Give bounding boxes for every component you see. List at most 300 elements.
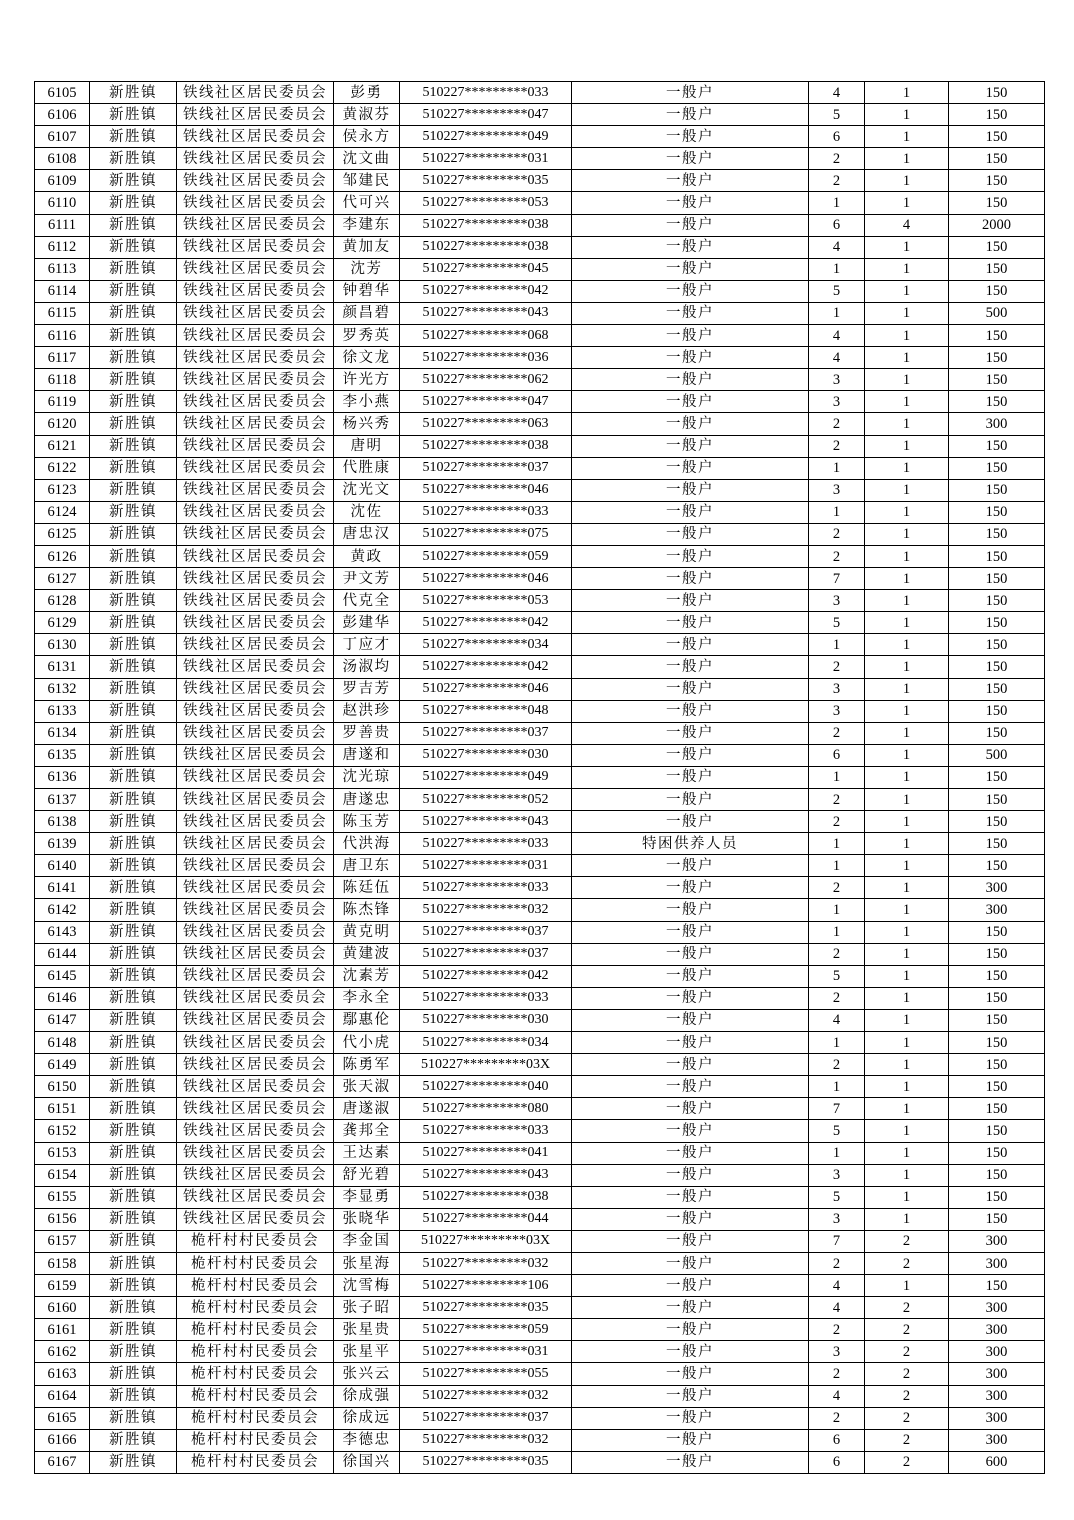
table-row xyxy=(35,678,1045,700)
town-cell: 新胜镇 xyxy=(90,943,177,965)
name-cell: 罗吉芳 xyxy=(334,678,400,700)
household-size-cell: 1 xyxy=(809,1076,865,1098)
table-row xyxy=(35,634,1045,656)
amount-cell: 150 xyxy=(949,82,1045,104)
table-row xyxy=(35,501,1045,523)
table-row xyxy=(35,1429,1045,1451)
committee-cell: 铁线社区居民委员会 xyxy=(177,766,334,788)
id-number-cell: 510227*********047 xyxy=(400,391,572,413)
amount-cell: 150 xyxy=(949,987,1045,1009)
household-size-cell: 4 xyxy=(809,1385,865,1407)
amount-cell: 150 xyxy=(949,634,1045,656)
amount-cell: 150 xyxy=(949,457,1045,479)
row-number-cell: 6154 xyxy=(35,1164,90,1186)
amount-cell: 2000 xyxy=(949,214,1045,236)
household-size-cell: 2 xyxy=(809,811,865,833)
row-number-cell: 6130 xyxy=(35,634,90,656)
amount-cell: 150 xyxy=(949,1076,1045,1098)
amount-cell: 150 xyxy=(949,855,1045,877)
row-number-cell: 6138 xyxy=(35,811,90,833)
amount-cell: 300 xyxy=(949,1297,1045,1319)
household-size-cell: 5 xyxy=(809,1186,865,1208)
town-cell: 新胜镇 xyxy=(90,744,177,766)
name-cell: 陈杰锋 xyxy=(334,899,400,921)
row-number-cell: 6119 xyxy=(35,391,90,413)
household-type-cell: 一般户 xyxy=(572,236,809,258)
amount-cell: 150 xyxy=(949,811,1045,833)
household-type-cell: 一般户 xyxy=(572,899,809,921)
committee-cell: 铁线社区居民委员会 xyxy=(177,877,334,899)
committee-cell: 铁线社区居民委员会 xyxy=(177,612,334,634)
town-cell: 新胜镇 xyxy=(90,1319,177,1341)
table-row xyxy=(35,192,1045,214)
name-cell: 汤淑均 xyxy=(334,656,400,678)
amount-cell: 150 xyxy=(949,965,1045,987)
household-type-cell: 一般户 xyxy=(572,1252,809,1274)
amount-cell: 300 xyxy=(949,1230,1045,1252)
quantity-cell: 1 xyxy=(865,501,949,523)
household-size-cell: 6 xyxy=(809,744,865,766)
household-size-cell: 7 xyxy=(809,568,865,590)
id-number-cell: 510227*********047 xyxy=(400,104,572,126)
row-number-cell: 6121 xyxy=(35,435,90,457)
committee-cell: 铁线社区居民委员会 xyxy=(177,1009,334,1031)
table-row xyxy=(35,170,1045,192)
amount-cell: 150 xyxy=(949,170,1045,192)
household-type-cell: 一般户 xyxy=(572,280,809,302)
table-row xyxy=(35,347,1045,369)
quantity-cell: 2 xyxy=(865,1451,949,1473)
quantity-cell: 1 xyxy=(865,612,949,634)
town-cell: 新胜镇 xyxy=(90,82,177,104)
table-row xyxy=(35,1164,1045,1186)
row-number-cell: 6111 xyxy=(35,214,90,236)
id-number-cell: 510227*********038 xyxy=(400,435,572,457)
household-size-cell: 2 xyxy=(809,435,865,457)
name-cell: 代克全 xyxy=(334,590,400,612)
amount-cell: 500 xyxy=(949,302,1045,324)
row-number-cell: 6122 xyxy=(35,457,90,479)
row-number-cell: 6157 xyxy=(35,1230,90,1252)
amount-cell: 150 xyxy=(949,148,1045,170)
household-type-cell: 一般户 xyxy=(572,612,809,634)
quantity-cell: 2 xyxy=(865,1429,949,1451)
town-cell: 新胜镇 xyxy=(90,435,177,457)
amount-cell: 150 xyxy=(949,656,1045,678)
row-number-cell: 6140 xyxy=(35,855,90,877)
quantity-cell: 1 xyxy=(865,700,949,722)
name-cell: 徐国兴 xyxy=(334,1451,400,1473)
town-cell: 新胜镇 xyxy=(90,236,177,258)
town-cell: 新胜镇 xyxy=(90,700,177,722)
committee-cell: 铁线社区居民委员会 xyxy=(177,1054,334,1076)
household-type-cell: 一般户 xyxy=(572,369,809,391)
household-size-cell: 2 xyxy=(809,545,865,567)
town-cell: 新胜镇 xyxy=(90,568,177,590)
id-number-cell: 510227*********032 xyxy=(400,1429,572,1451)
committee-cell: 铁线社区居民委员会 xyxy=(177,744,334,766)
name-cell: 鄢惠伦 xyxy=(334,1009,400,1031)
household-size-cell: 3 xyxy=(809,369,865,391)
household-size-cell: 2 xyxy=(809,877,865,899)
table-row xyxy=(35,126,1045,148)
table-row xyxy=(35,82,1045,104)
committee-cell: 铁线社区居民委员会 xyxy=(177,501,334,523)
quantity-cell: 1 xyxy=(865,82,949,104)
household-size-cell: 1 xyxy=(809,1142,865,1164)
id-number-cell: 510227*********033 xyxy=(400,82,572,104)
committee-cell: 铁线社区居民委员会 xyxy=(177,833,334,855)
town-cell: 新胜镇 xyxy=(90,391,177,413)
table-row xyxy=(35,1076,1045,1098)
committee-cell: 铁线社区居民委员会 xyxy=(177,1186,334,1208)
committee-cell: 铁线社区居民委员会 xyxy=(177,104,334,126)
household-type-cell: 特困供养人员 xyxy=(572,833,809,855)
amount-cell: 150 xyxy=(949,258,1045,280)
town-cell: 新胜镇 xyxy=(90,1341,177,1363)
name-cell: 彭勇 xyxy=(334,82,400,104)
table-row xyxy=(35,987,1045,1009)
town-cell: 新胜镇 xyxy=(90,1009,177,1031)
name-cell: 徐成远 xyxy=(334,1407,400,1429)
row-number-cell: 6108 xyxy=(35,148,90,170)
household-type-cell: 一般户 xyxy=(572,987,809,1009)
quantity-cell: 2 xyxy=(865,1319,949,1341)
name-cell: 沈雪梅 xyxy=(334,1275,400,1297)
household-type-cell: 一般户 xyxy=(572,811,809,833)
committee-cell: 铁线社区居民委员会 xyxy=(177,590,334,612)
name-cell: 李永全 xyxy=(334,987,400,1009)
town-cell: 新胜镇 xyxy=(90,1098,177,1120)
id-number-cell: 510227*********03X xyxy=(400,1054,572,1076)
amount-cell: 300 xyxy=(949,1385,1045,1407)
household-type-cell: 一般户 xyxy=(572,435,809,457)
committee-cell: 铁线社区居民委员会 xyxy=(177,258,334,280)
amount-cell: 150 xyxy=(949,700,1045,722)
household-type-cell: 一般户 xyxy=(572,1319,809,1341)
name-cell: 舒光碧 xyxy=(334,1164,400,1186)
household-size-cell: 1 xyxy=(809,766,865,788)
household-type-cell: 一般户 xyxy=(572,1032,809,1054)
table-row xyxy=(35,280,1045,302)
row-number-cell: 6146 xyxy=(35,987,90,1009)
household-type-cell: 一般户 xyxy=(572,634,809,656)
name-cell: 沈文曲 xyxy=(334,148,400,170)
committee-cell: 铁线社区居民委员会 xyxy=(177,987,334,1009)
town-cell: 新胜镇 xyxy=(90,523,177,545)
table-row xyxy=(35,1407,1045,1429)
id-number-cell: 510227*********037 xyxy=(400,943,572,965)
row-number-cell: 6144 xyxy=(35,943,90,965)
household-type-cell: 一般户 xyxy=(572,877,809,899)
quantity-cell: 1 xyxy=(865,148,949,170)
amount-cell: 150 xyxy=(949,766,1045,788)
town-cell: 新胜镇 xyxy=(90,766,177,788)
quantity-cell: 1 xyxy=(865,1098,949,1120)
household-size-cell: 4 xyxy=(809,347,865,369)
household-type-cell: 一般户 xyxy=(572,391,809,413)
household-size-cell: 4 xyxy=(809,236,865,258)
id-number-cell: 510227*********059 xyxy=(400,545,572,567)
row-number-cell: 6124 xyxy=(35,501,90,523)
name-cell: 彭建华 xyxy=(334,612,400,634)
amount-cell: 150 xyxy=(949,479,1045,501)
row-number-cell: 6127 xyxy=(35,568,90,590)
row-number-cell: 6141 xyxy=(35,877,90,899)
town-cell: 新胜镇 xyxy=(90,325,177,347)
household-size-cell: 4 xyxy=(809,325,865,347)
id-number-cell: 510227*********052 xyxy=(400,789,572,811)
row-number-cell: 6110 xyxy=(35,192,90,214)
town-cell: 新胜镇 xyxy=(90,1407,177,1429)
row-number-cell: 6133 xyxy=(35,700,90,722)
household-size-cell: 5 xyxy=(809,104,865,126)
id-number-cell: 510227*********046 xyxy=(400,479,572,501)
table-row xyxy=(35,656,1045,678)
quantity-cell: 1 xyxy=(865,545,949,567)
household-size-cell: 3 xyxy=(809,1341,865,1363)
table-row xyxy=(35,1230,1045,1252)
town-cell: 新胜镇 xyxy=(90,1252,177,1274)
table-row xyxy=(35,1032,1045,1054)
id-number-cell: 510227*********043 xyxy=(400,811,572,833)
row-number-cell: 6166 xyxy=(35,1429,90,1451)
name-cell: 陈勇军 xyxy=(334,1054,400,1076)
amount-cell: 150 xyxy=(949,1208,1045,1230)
row-number-cell: 6161 xyxy=(35,1319,90,1341)
household-size-cell: 3 xyxy=(809,391,865,413)
amount-cell: 150 xyxy=(949,545,1045,567)
table-row xyxy=(35,523,1045,545)
household-size-cell: 1 xyxy=(809,1032,865,1054)
household-type-cell: 一般户 xyxy=(572,479,809,501)
id-number-cell: 510227*********049 xyxy=(400,126,572,148)
name-cell: 代小虎 xyxy=(334,1032,400,1054)
quantity-cell: 1 xyxy=(865,391,949,413)
household-size-cell: 2 xyxy=(809,1363,865,1385)
household-size-cell: 2 xyxy=(809,987,865,1009)
row-number-cell: 6115 xyxy=(35,302,90,324)
name-cell: 许光方 xyxy=(334,369,400,391)
id-number-cell: 510227*********049 xyxy=(400,766,572,788)
quantity-cell: 1 xyxy=(865,987,949,1009)
household-size-cell: 4 xyxy=(809,1297,865,1319)
household-size-cell: 3 xyxy=(809,590,865,612)
household-size-cell: 7 xyxy=(809,1230,865,1252)
id-number-cell: 510227*********075 xyxy=(400,523,572,545)
table-row xyxy=(35,766,1045,788)
committee-cell: 桅杆村村民委员会 xyxy=(177,1429,334,1451)
amount-cell: 150 xyxy=(949,435,1045,457)
amount-cell: 300 xyxy=(949,1429,1045,1451)
table-row xyxy=(35,545,1045,567)
household-size-cell: 2 xyxy=(809,1319,865,1341)
town-cell: 新胜镇 xyxy=(90,545,177,567)
amount-cell: 300 xyxy=(949,1252,1045,1274)
name-cell: 沈光文 xyxy=(334,479,400,501)
quantity-cell: 1 xyxy=(865,479,949,501)
household-type-cell: 一般户 xyxy=(572,1385,809,1407)
row-number-cell: 6135 xyxy=(35,744,90,766)
household-type-cell: 一般户 xyxy=(572,1429,809,1451)
id-number-cell: 510227*********043 xyxy=(400,1164,572,1186)
amount-cell: 150 xyxy=(949,1032,1045,1054)
name-cell: 黄加友 xyxy=(334,236,400,258)
household-size-cell: 6 xyxy=(809,1451,865,1473)
town-cell: 新胜镇 xyxy=(90,1186,177,1208)
name-cell: 李德忠 xyxy=(334,1429,400,1451)
name-cell: 张星海 xyxy=(334,1252,400,1274)
committee-cell: 铁线社区居民委员会 xyxy=(177,656,334,678)
committee-cell: 桅杆村村民委员会 xyxy=(177,1297,334,1319)
household-type-cell: 一般户 xyxy=(572,104,809,126)
committee-cell: 铁线社区居民委员会 xyxy=(177,302,334,324)
quantity-cell: 1 xyxy=(865,236,949,258)
town-cell: 新胜镇 xyxy=(90,1032,177,1054)
amount-cell: 150 xyxy=(949,391,1045,413)
quantity-cell: 2 xyxy=(865,1341,949,1363)
quantity-cell: 1 xyxy=(865,568,949,590)
household-size-cell: 3 xyxy=(809,479,865,501)
table-row xyxy=(35,590,1045,612)
id-number-cell: 510227*********035 xyxy=(400,170,572,192)
name-cell: 罗善贵 xyxy=(334,722,400,744)
amount-cell: 150 xyxy=(949,192,1045,214)
committee-cell: 桅杆村村民委员会 xyxy=(177,1363,334,1385)
committee-cell: 铁线社区居民委员会 xyxy=(177,1032,334,1054)
household-size-cell: 4 xyxy=(809,82,865,104)
household-size-cell: 2 xyxy=(809,148,865,170)
quantity-cell: 1 xyxy=(865,1186,949,1208)
name-cell: 徐文龙 xyxy=(334,347,400,369)
household-type-cell: 一般户 xyxy=(572,789,809,811)
household-type-cell: 一般户 xyxy=(572,325,809,347)
amount-cell: 150 xyxy=(949,943,1045,965)
amount-cell: 150 xyxy=(949,280,1045,302)
household-size-cell: 5 xyxy=(809,1120,865,1142)
town-cell: 新胜镇 xyxy=(90,656,177,678)
row-number-cell: 6158 xyxy=(35,1252,90,1274)
amount-cell: 150 xyxy=(949,1120,1045,1142)
name-cell: 唐明 xyxy=(334,435,400,457)
household-size-cell: 6 xyxy=(809,214,865,236)
name-cell: 王达素 xyxy=(334,1142,400,1164)
table-row xyxy=(35,1054,1045,1076)
quantity-cell: 1 xyxy=(865,744,949,766)
amount-cell: 150 xyxy=(949,126,1045,148)
town-cell: 新胜镇 xyxy=(90,501,177,523)
household-size-cell: 2 xyxy=(809,1252,865,1274)
quantity-cell: 1 xyxy=(865,104,949,126)
town-cell: 新胜镇 xyxy=(90,789,177,811)
quantity-cell: 2 xyxy=(865,1230,949,1252)
committee-cell: 铁线社区居民委员会 xyxy=(177,634,334,656)
table-row xyxy=(35,1252,1045,1274)
town-cell: 新胜镇 xyxy=(90,479,177,501)
quantity-cell: 1 xyxy=(865,1009,949,1031)
town-cell: 新胜镇 xyxy=(90,722,177,744)
name-cell: 张晓华 xyxy=(334,1208,400,1230)
name-cell: 黄克明 xyxy=(334,921,400,943)
amount-cell: 150 xyxy=(949,1275,1045,1297)
row-number-cell: 6131 xyxy=(35,656,90,678)
committee-cell: 铁线社区居民委员会 xyxy=(177,1208,334,1230)
town-cell: 新胜镇 xyxy=(90,1208,177,1230)
household-size-cell: 1 xyxy=(809,855,865,877)
household-type-cell: 一般户 xyxy=(572,1098,809,1120)
id-number-cell: 510227*********048 xyxy=(400,700,572,722)
household-type-cell: 一般户 xyxy=(572,1142,809,1164)
household-size-cell: 2 xyxy=(809,1054,865,1076)
name-cell: 杨兴秀 xyxy=(334,413,400,435)
row-number-cell: 6152 xyxy=(35,1120,90,1142)
town-cell: 新胜镇 xyxy=(90,369,177,391)
id-number-cell: 510227*********042 xyxy=(400,656,572,678)
quantity-cell: 1 xyxy=(865,590,949,612)
town-cell: 新胜镇 xyxy=(90,811,177,833)
quantity-cell: 1 xyxy=(865,325,949,347)
household-type-cell: 一般户 xyxy=(572,1341,809,1363)
row-number-cell: 6148 xyxy=(35,1032,90,1054)
id-number-cell: 510227*********041 xyxy=(400,1142,572,1164)
quantity-cell: 1 xyxy=(865,877,949,899)
row-number-cell: 6120 xyxy=(35,413,90,435)
name-cell: 侯永方 xyxy=(334,126,400,148)
table-row xyxy=(35,325,1045,347)
id-number-cell: 510227*********040 xyxy=(400,1076,572,1098)
id-number-cell: 510227*********037 xyxy=(400,1407,572,1429)
committee-cell: 铁线社区居民委员会 xyxy=(177,148,334,170)
household-size-cell: 1 xyxy=(809,899,865,921)
name-cell: 沈佐 xyxy=(334,501,400,523)
household-size-cell: 6 xyxy=(809,126,865,148)
amount-cell: 150 xyxy=(949,369,1045,391)
table-row xyxy=(35,612,1045,634)
committee-cell: 铁线社区居民委员会 xyxy=(177,1098,334,1120)
household-type-cell: 一般户 xyxy=(572,1076,809,1098)
id-number-cell: 510227*********03X xyxy=(400,1230,572,1252)
table-row xyxy=(35,148,1045,170)
town-cell: 新胜镇 xyxy=(90,612,177,634)
name-cell: 张天淑 xyxy=(334,1076,400,1098)
household-size-cell: 3 xyxy=(809,678,865,700)
committee-cell: 铁线社区居民委员会 xyxy=(177,700,334,722)
row-number-cell: 6136 xyxy=(35,766,90,788)
household-size-cell: 6 xyxy=(809,1429,865,1451)
id-number-cell: 510227*********068 xyxy=(400,325,572,347)
household-type-cell: 一般户 xyxy=(572,192,809,214)
town-cell: 新胜镇 xyxy=(90,104,177,126)
quantity-cell: 1 xyxy=(865,280,949,302)
row-number-cell: 6112 xyxy=(35,236,90,258)
id-number-cell: 510227*********042 xyxy=(400,612,572,634)
name-cell: 罗秀英 xyxy=(334,325,400,347)
household-type-cell: 一般户 xyxy=(572,126,809,148)
town-cell: 新胜镇 xyxy=(90,1076,177,1098)
row-number-cell: 6132 xyxy=(35,678,90,700)
household-type-cell: 一般户 xyxy=(572,921,809,943)
table-row xyxy=(35,1098,1045,1120)
town-cell: 新胜镇 xyxy=(90,1429,177,1451)
quantity-cell: 1 xyxy=(865,302,949,324)
household-size-cell: 3 xyxy=(809,700,865,722)
row-number-cell: 6167 xyxy=(35,1451,90,1473)
name-cell: 陈廷伍 xyxy=(334,877,400,899)
household-size-cell: 2 xyxy=(809,413,865,435)
name-cell: 张星贵 xyxy=(334,1319,400,1341)
quantity-cell: 1 xyxy=(865,943,949,965)
household-type-cell: 一般户 xyxy=(572,965,809,987)
